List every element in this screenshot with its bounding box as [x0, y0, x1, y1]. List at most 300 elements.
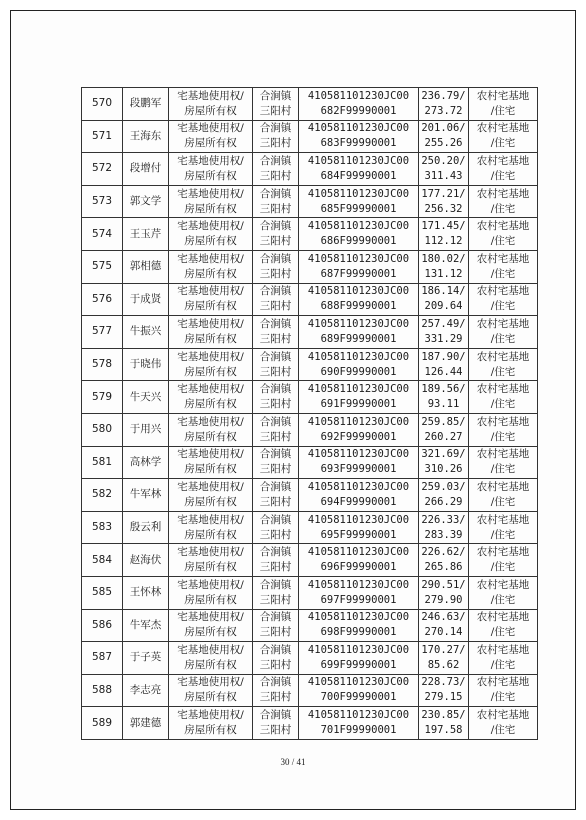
row-number-cell: 574 [82, 218, 123, 251]
area-line: 250.20/ [421, 154, 466, 167]
parcel-code-cell [299, 348, 419, 381]
right-type-cell [169, 576, 253, 609]
area-line: 260.27 [424, 430, 463, 443]
land-use-line: 农村宅基地 [476, 643, 530, 656]
owner-name-cell: 王怀林 [123, 576, 169, 609]
area-line: 256.32 [424, 202, 463, 215]
land-use-cell [469, 348, 538, 381]
right-type-cell [169, 413, 253, 446]
land-use-cell [469, 511, 538, 544]
land-use-cell [469, 153, 538, 186]
parcel-code-line: 689F99990001 [320, 332, 397, 345]
location-line: 三阳村 [259, 365, 292, 378]
row-number-cell: 571 [82, 120, 123, 153]
location-cell [253, 218, 299, 251]
area-cell [419, 511, 469, 544]
right-type-line: 宅基地使用权/ [177, 676, 244, 689]
location-line: 合涧镇 [259, 252, 292, 265]
area-line: 236.79/ [421, 89, 466, 102]
right-type-line: 房屋所有权 [184, 137, 237, 150]
parcel-code-cell [299, 283, 419, 316]
right-type-cell [169, 348, 253, 381]
table-row [82, 88, 538, 121]
right-type-line: 宅基地使用权/ [177, 643, 244, 656]
parcel-code-line: 410581101230JC00 [307, 676, 410, 689]
land-use-line: 农村宅基地 [476, 611, 530, 624]
row-number-cell: 573 [82, 185, 123, 218]
right-type-line: 宅基地使用权/ [177, 350, 244, 363]
right-type-line: 宅基地使用权/ [177, 89, 244, 102]
owner-name-cell: 郭文学 [123, 185, 169, 218]
right-type-line: 房屋所有权 [184, 267, 237, 280]
location-line: 合涧镇 [259, 89, 292, 102]
parcel-code-cell [299, 413, 419, 446]
parcel-code-cell [299, 544, 419, 577]
owner-name-cell: 王玉芹 [123, 218, 169, 251]
land-use-line: /住宅 [490, 593, 516, 606]
location-cell [253, 250, 299, 283]
land-use-line: 农村宅基地 [476, 285, 530, 298]
parcel-code-cell [299, 316, 419, 349]
location-cell [253, 283, 299, 316]
location-cell [253, 316, 299, 349]
land-use-cell [469, 446, 538, 479]
location-line: 三阳村 [259, 300, 292, 313]
land-use-cell [469, 609, 538, 642]
area-line: 186.14/ [421, 285, 466, 298]
parcel-code-line: 692F99990001 [320, 430, 397, 443]
location-line: 合涧镇 [259, 154, 292, 167]
land-use-line: /住宅 [490, 202, 516, 215]
right-type-line: 房屋所有权 [184, 202, 237, 215]
location-cell [253, 576, 299, 609]
land-use-line: /住宅 [490, 235, 516, 248]
right-type-line: 宅基地使用权/ [177, 415, 244, 428]
right-type-line: 房屋所有权 [184, 495, 237, 508]
location-line: 三阳村 [259, 626, 292, 639]
area-line: 177.21/ [421, 187, 466, 200]
parcel-code-cell [299, 185, 419, 218]
location-line: 三阳村 [259, 332, 292, 345]
parcel-code-line: 691F99990001 [320, 398, 397, 411]
area-line: 197.58 [424, 724, 463, 737]
location-line: 三阳村 [259, 235, 292, 248]
parcel-code-cell [299, 642, 419, 675]
parcel-code-cell [299, 88, 419, 121]
parcel-code-line: 410581101230JC00 [307, 546, 410, 559]
parcel-code-line: 685F99990001 [320, 202, 397, 215]
right-type-cell [169, 218, 253, 251]
land-use-line: /住宅 [490, 626, 516, 639]
location-line: 三阳村 [259, 495, 292, 508]
land-use-cell [469, 479, 538, 512]
right-type-line: 房屋所有权 [184, 561, 237, 574]
parcel-code-cell [299, 479, 419, 512]
location-line: 三阳村 [259, 430, 292, 443]
land-use-line: 农村宅基地 [476, 317, 530, 330]
land-use-line: /住宅 [490, 169, 516, 182]
table-row [82, 348, 538, 381]
owner-name-cell: 牛天兴 [123, 381, 169, 414]
parcel-code-cell [299, 511, 419, 544]
location-line: 三阳村 [259, 561, 292, 574]
location-line: 三阳村 [259, 104, 292, 117]
land-use-line: 农村宅基地 [476, 676, 530, 689]
land-use-line: 农村宅基地 [476, 415, 530, 428]
table-row [82, 316, 538, 349]
parcel-code-cell [299, 120, 419, 153]
location-line: 三阳村 [259, 528, 292, 541]
area-cell [419, 381, 469, 414]
parcel-code-line: 410581101230JC00 [307, 480, 410, 493]
area-line: 170.27/ [421, 643, 466, 656]
table-row [82, 642, 538, 675]
land-use-cell [469, 642, 538, 675]
land-use-line: /住宅 [490, 365, 516, 378]
area-line: 131.12 [424, 267, 463, 280]
location-line: 三阳村 [259, 137, 292, 150]
location-cell [253, 674, 299, 707]
page-number: 30 / 41 [280, 757, 306, 767]
parcel-code-line: 410581101230JC00 [307, 415, 410, 428]
location-cell [253, 88, 299, 121]
area-line: 283.39 [424, 528, 463, 541]
location-line: 三阳村 [259, 169, 292, 182]
location-line: 合涧镇 [259, 415, 292, 428]
location-line: 三阳村 [259, 463, 292, 476]
location-line: 三阳村 [259, 202, 292, 215]
land-use-line: 农村宅基地 [476, 480, 530, 493]
area-line: 273.72 [424, 104, 463, 117]
area-line: 187.90/ [421, 350, 466, 363]
parcel-code-line: 683F99990001 [320, 137, 397, 150]
land-use-cell [469, 88, 538, 121]
table-row [82, 185, 538, 218]
owner-name-cell: 高林学 [123, 446, 169, 479]
area-line: 265.86 [424, 561, 463, 574]
area-cell [419, 218, 469, 251]
land-use-line: 农村宅基地 [476, 448, 530, 461]
land-use-cell [469, 185, 538, 218]
land-use-line: /住宅 [490, 528, 516, 541]
right-type-line: 房屋所有权 [184, 430, 237, 443]
right-type-line: 宅基地使用权/ [177, 546, 244, 559]
parcel-code-line: 690F99990001 [320, 365, 397, 378]
right-type-cell [169, 153, 253, 186]
land-use-cell [469, 381, 538, 414]
parcel-code-line: 410581101230JC00 [307, 350, 410, 363]
area-line: 290.51/ [421, 578, 466, 591]
location-cell [253, 120, 299, 153]
land-use-line: /住宅 [490, 724, 516, 737]
area-line: 230.85/ [421, 709, 466, 722]
owner-name-cell: 于用兴 [123, 413, 169, 446]
owner-name-cell: 于晓伟 [123, 348, 169, 381]
parcel-code-line: 700F99990001 [320, 691, 397, 704]
parcel-code-line: 410581101230JC00 [307, 122, 410, 135]
right-type-line: 房屋所有权 [184, 332, 237, 345]
area-cell [419, 88, 469, 121]
area-line: 310.26 [424, 463, 463, 476]
area-cell [419, 642, 469, 675]
area-line: 259.85/ [421, 415, 466, 428]
right-type-line: 宅基地使用权/ [177, 317, 244, 330]
parcel-code-line: 410581101230JC00 [307, 220, 410, 233]
area-cell [419, 544, 469, 577]
location-line: 合涧镇 [259, 676, 292, 689]
table-row [82, 446, 538, 479]
parcel-code-line: 410581101230JC00 [307, 513, 410, 526]
row-number-cell: 570 [82, 88, 123, 121]
area-line: 246.63/ [421, 611, 466, 624]
row-number-cell: 583 [82, 511, 123, 544]
parcel-code-line: 699F99990001 [320, 658, 397, 671]
land-use-line: /住宅 [490, 300, 516, 313]
land-use-cell [469, 576, 538, 609]
table-row [82, 120, 538, 153]
parcel-code-line: 696F99990001 [320, 561, 397, 574]
location-line: 合涧镇 [259, 448, 292, 461]
land-use-cell [469, 707, 538, 740]
table-row [82, 674, 538, 707]
location-cell [253, 446, 299, 479]
parcel-code-line: 698F99990001 [320, 626, 397, 639]
location-line: 合涧镇 [259, 513, 292, 526]
parcel-code-line: 695F99990001 [320, 528, 397, 541]
row-number-cell: 589 [82, 707, 123, 740]
row-number-cell: 578 [82, 348, 123, 381]
parcel-code-cell [299, 609, 419, 642]
owner-name-cell: 牛军林 [123, 479, 169, 512]
location-cell [253, 479, 299, 512]
document-page [10, 10, 576, 810]
right-type-line: 房屋所有权 [184, 365, 237, 378]
land-use-line: /住宅 [490, 430, 516, 443]
right-type-line: 宅基地使用权/ [177, 513, 244, 526]
parcel-code-line: 410581101230JC00 [307, 448, 410, 461]
owner-name-cell: 段鹏军 [123, 88, 169, 121]
area-line: 112.12 [424, 235, 463, 248]
owner-name-cell: 李志亮 [123, 674, 169, 707]
land-use-cell [469, 674, 538, 707]
right-type-line: 宅基地使用权/ [177, 578, 244, 591]
land-use-cell [469, 250, 538, 283]
right-type-line: 房屋所有权 [184, 593, 237, 606]
right-type-cell [169, 544, 253, 577]
area-cell [419, 576, 469, 609]
location-line: 合涧镇 [259, 317, 292, 330]
right-type-cell [169, 120, 253, 153]
area-line: 228.73/ [421, 676, 466, 689]
area-line: 201.06/ [421, 122, 466, 135]
right-type-line: 房屋所有权 [184, 398, 237, 411]
area-line: 257.49/ [421, 317, 466, 330]
land-use-line: 农村宅基地 [476, 187, 530, 200]
land-use-cell [469, 120, 538, 153]
area-line: 270.14 [424, 626, 463, 639]
right-type-line: 宅基地使用权/ [177, 220, 244, 233]
location-line: 三阳村 [259, 658, 292, 671]
location-cell [253, 707, 299, 740]
owner-name-cell: 于子英 [123, 642, 169, 675]
location-line: 合涧镇 [259, 220, 292, 233]
parcel-code-line: 682F99990001 [320, 104, 397, 117]
row-number-cell: 584 [82, 544, 123, 577]
table-body [82, 88, 538, 740]
right-type-cell [169, 707, 253, 740]
land-use-line: /住宅 [490, 332, 516, 345]
row-number-cell: 586 [82, 609, 123, 642]
location-line: 三阳村 [259, 398, 292, 411]
owner-name-cell: 段增付 [123, 153, 169, 186]
right-type-cell [169, 609, 253, 642]
land-use-line: /住宅 [490, 137, 516, 150]
right-type-line: 宅基地使用权/ [177, 611, 244, 624]
row-number-cell: 576 [82, 283, 123, 316]
area-line: 255.26 [424, 137, 463, 150]
parcel-code-cell [299, 218, 419, 251]
owner-name-cell: 牛振兴 [123, 316, 169, 349]
location-line: 合涧镇 [259, 578, 292, 591]
parcel-code-line: 701F99990001 [320, 724, 397, 737]
location-cell [253, 348, 299, 381]
owner-name-cell: 郭相德 [123, 250, 169, 283]
owner-name-cell: 殷云利 [123, 511, 169, 544]
parcel-code-cell [299, 707, 419, 740]
land-use-line: /住宅 [490, 658, 516, 671]
parcel-code-cell [299, 153, 419, 186]
row-number-cell: 577 [82, 316, 123, 349]
land-use-line: 农村宅基地 [476, 89, 530, 102]
parcel-code-cell [299, 446, 419, 479]
location-line: 合涧镇 [259, 709, 292, 722]
parcel-code-cell [299, 576, 419, 609]
area-cell [419, 185, 469, 218]
right-type-line: 宅基地使用权/ [177, 154, 244, 167]
area-line: 93.11 [427, 398, 460, 411]
land-use-line: /住宅 [490, 495, 516, 508]
land-use-cell [469, 316, 538, 349]
right-type-line: 房屋所有权 [184, 463, 237, 476]
right-type-cell [169, 479, 253, 512]
parcel-code-line: 410581101230JC00 [307, 383, 410, 396]
owner-name-cell: 王海东 [123, 120, 169, 153]
table-row [82, 250, 538, 283]
location-line: 三阳村 [259, 593, 292, 606]
right-type-line: 房屋所有权 [184, 169, 237, 182]
area-line: 279.90 [424, 593, 463, 606]
location-line: 合涧镇 [259, 643, 292, 656]
area-cell [419, 316, 469, 349]
row-number-cell: 579 [82, 381, 123, 414]
row-number-cell: 588 [82, 674, 123, 707]
table-row [82, 544, 538, 577]
right-type-line: 宅基地使用权/ [177, 252, 244, 265]
owner-name-cell: 于成贤 [123, 283, 169, 316]
table-row [82, 707, 538, 740]
table-row [82, 413, 538, 446]
location-line: 三阳村 [259, 691, 292, 704]
area-cell [419, 120, 469, 153]
parcel-code-line: 410581101230JC00 [307, 611, 410, 624]
row-number-cell: 572 [82, 153, 123, 186]
right-type-line: 房屋所有权 [184, 724, 237, 737]
location-line: 三阳村 [259, 267, 292, 280]
location-line: 合涧镇 [259, 187, 292, 200]
table-row [82, 511, 538, 544]
area-line: 171.45/ [421, 220, 466, 233]
area-line: 85.62 [427, 658, 460, 671]
area-cell [419, 479, 469, 512]
right-type-cell [169, 642, 253, 675]
parcel-code-line: 410581101230JC00 [307, 252, 410, 265]
parcel-code-line: 410581101230JC00 [307, 643, 410, 656]
right-type-cell [169, 250, 253, 283]
location-line: 合涧镇 [259, 122, 292, 135]
location-cell [253, 153, 299, 186]
land-use-line: /住宅 [490, 267, 516, 280]
row-number-cell: 582 [82, 479, 123, 512]
location-line: 合涧镇 [259, 611, 292, 624]
right-type-cell [169, 674, 253, 707]
area-line: 189.56/ [421, 383, 466, 396]
area-cell [419, 153, 469, 186]
location-cell [253, 185, 299, 218]
location-line: 三阳村 [259, 724, 292, 737]
location-cell [253, 609, 299, 642]
owner-name-cell: 赵海伏 [123, 544, 169, 577]
parcel-code-line: 687F99990001 [320, 267, 397, 280]
table-row [82, 218, 538, 251]
location-line: 合涧镇 [259, 546, 292, 559]
row-number-cell: 585 [82, 576, 123, 609]
area-line: 331.29 [424, 332, 463, 345]
right-type-line: 房屋所有权 [184, 235, 237, 248]
land-use-cell [469, 413, 538, 446]
land-use-line: 农村宅基地 [476, 122, 530, 135]
land-use-line: 农村宅基地 [476, 383, 530, 396]
right-type-cell [169, 446, 253, 479]
parcel-code-line: 694F99990001 [320, 495, 397, 508]
right-type-line: 宅基地使用权/ [177, 480, 244, 493]
area-cell [419, 250, 469, 283]
land-use-line: /住宅 [490, 463, 516, 476]
land-use-line: /住宅 [490, 561, 516, 574]
right-type-cell [169, 316, 253, 349]
location-line: 合涧镇 [259, 350, 292, 363]
right-type-line: 宅基地使用权/ [177, 285, 244, 298]
parcel-code-line: 410581101230JC00 [307, 187, 410, 200]
right-type-line: 房屋所有权 [184, 691, 237, 704]
parcel-code-line: 410581101230JC00 [307, 285, 410, 298]
location-cell [253, 642, 299, 675]
location-line: 合涧镇 [259, 285, 292, 298]
right-type-cell [169, 88, 253, 121]
right-type-line: 宅基地使用权/ [177, 383, 244, 396]
row-number-cell: 580 [82, 413, 123, 446]
parcel-code-line: 410581101230JC00 [307, 578, 410, 591]
table-row [82, 381, 538, 414]
right-type-cell [169, 283, 253, 316]
location-cell [253, 544, 299, 577]
area-cell [419, 707, 469, 740]
parcel-code-line: 410581101230JC00 [307, 89, 410, 102]
area-line: 209.64 [424, 300, 463, 313]
area-line: 226.33/ [421, 513, 466, 526]
parcel-code-line: 686F99990001 [320, 235, 397, 248]
parcel-code-line: 688F99990001 [320, 300, 397, 313]
area-line: 279.15 [424, 691, 463, 704]
